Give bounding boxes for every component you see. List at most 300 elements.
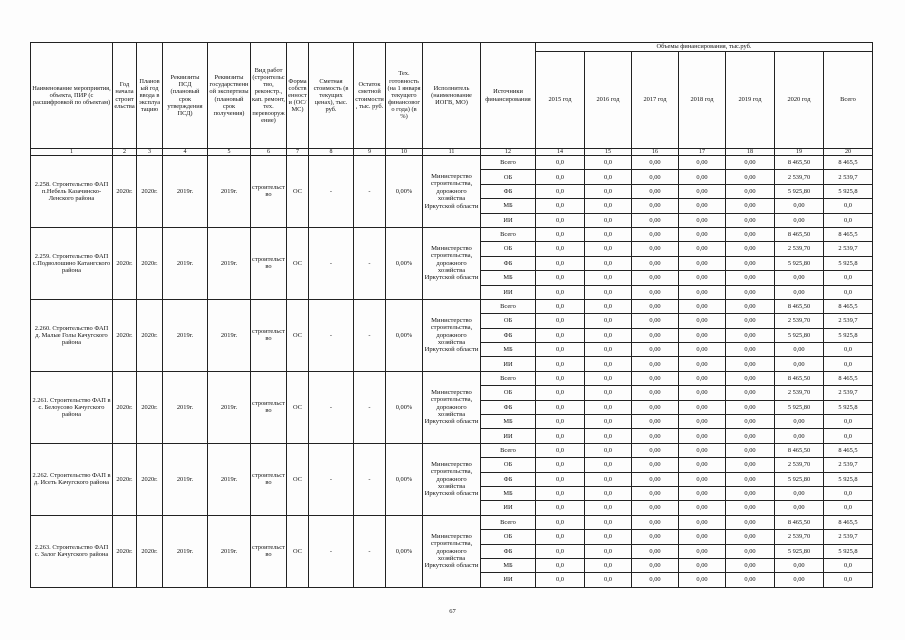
work-type: строительство bbox=[251, 443, 287, 515]
funding-value: 0,00 bbox=[726, 429, 775, 443]
funding-value: 0,00 bbox=[679, 242, 726, 256]
funding-value: 0,00 bbox=[679, 371, 726, 385]
header-executor: Исполнитель (наименование ИОГВ, МО) bbox=[423, 43, 481, 149]
funding-value: 0,00 bbox=[726, 314, 775, 328]
funding-value: 5 925,8 bbox=[824, 256, 873, 270]
start-year: 2020г. bbox=[113, 371, 137, 443]
work-type: строительство bbox=[251, 299, 287, 371]
funding-value: 2 539,70 bbox=[775, 530, 824, 544]
funding-value: 2 539,70 bbox=[775, 314, 824, 328]
funding-value: 0,0 bbox=[585, 184, 632, 198]
funding-value: 0,0 bbox=[824, 213, 873, 227]
funding-value: 8 465,5 bbox=[824, 156, 873, 170]
funding-value: 2 539,7 bbox=[824, 242, 873, 256]
funding-value: 0,00 bbox=[726, 573, 775, 587]
funding-value: 0,00 bbox=[632, 213, 679, 227]
column-number: 4 bbox=[163, 149, 208, 156]
funding-value: 0,00 bbox=[679, 386, 726, 400]
funding-value: 0,00 bbox=[632, 386, 679, 400]
readiness: 0,00% bbox=[386, 227, 423, 299]
funding-source: ОБ bbox=[481, 242, 536, 256]
work-type: строительство bbox=[251, 515, 287, 587]
funding-value: 2 539,70 bbox=[775, 458, 824, 472]
header-object: Наименование мероприятия, объекта, ПИР (с расшифровкой по объектам) bbox=[31, 43, 113, 149]
funding-source: Всего bbox=[481, 299, 536, 313]
funding-value: 0,00 bbox=[632, 501, 679, 515]
funding-value: 0,00 bbox=[679, 573, 726, 587]
funding-value: 0,00 bbox=[632, 227, 679, 241]
funding-value: 0,0 bbox=[824, 558, 873, 572]
funding-value: 0,00 bbox=[726, 415, 775, 429]
funding-value: 0,0 bbox=[536, 458, 585, 472]
funding-value: 0,00 bbox=[775, 429, 824, 443]
expertise-date: 2019г. bbox=[208, 299, 251, 371]
funding-value: 5 925,8 bbox=[824, 544, 873, 558]
funding-value: 0,0 bbox=[585, 386, 632, 400]
funding-value: 0,0 bbox=[824, 271, 873, 285]
start-year: 2020г. bbox=[113, 443, 137, 515]
funding-source: ФБ bbox=[481, 472, 536, 486]
psd-date: 2019г. bbox=[163, 443, 208, 515]
funding-value: 0,00 bbox=[775, 213, 824, 227]
funding-value: 0,00 bbox=[632, 486, 679, 500]
ownership: ОС bbox=[287, 515, 309, 587]
funding-value: 0,0 bbox=[824, 199, 873, 213]
funding-value: 8 465,50 bbox=[775, 371, 824, 385]
header-year-2020: 2020 год bbox=[775, 52, 824, 149]
funding-source: Всего bbox=[481, 515, 536, 529]
remainder-cost: - bbox=[354, 299, 386, 371]
funding-value: 0,0 bbox=[536, 314, 585, 328]
funding-value: 0,00 bbox=[726, 156, 775, 170]
funding-value: 0,0 bbox=[585, 415, 632, 429]
funding-source: ФБ bbox=[481, 184, 536, 198]
funding-value: 0,00 bbox=[632, 170, 679, 184]
funding-value: 2 539,7 bbox=[824, 170, 873, 184]
header-plan-year: Плановый год ввода в эксплуатацию bbox=[137, 43, 163, 149]
funding-value: 0,00 bbox=[775, 271, 824, 285]
funding-value: 0,0 bbox=[585, 199, 632, 213]
column-number: 17 bbox=[679, 149, 726, 156]
funding-value: 0,00 bbox=[632, 558, 679, 572]
funding-source: ОБ bbox=[481, 314, 536, 328]
readiness: 0,00% bbox=[386, 371, 423, 443]
plan-year: 2020г. bbox=[137, 156, 163, 228]
work-type: строительство bbox=[251, 227, 287, 299]
header-psd: Реквизиты ПСД (плановый срок утверждения ПСД) bbox=[163, 43, 208, 149]
funding-value: 0,0 bbox=[585, 429, 632, 443]
funding-value: 0,00 bbox=[726, 400, 775, 414]
header-start-year: Год начала строительства bbox=[113, 43, 137, 149]
funding-value: 0,00 bbox=[632, 156, 679, 170]
executor: Министерство строительства, дорожного хозяйства Иркутской области bbox=[423, 515, 481, 587]
estimate-cost: - bbox=[309, 156, 354, 228]
expertise-date: 2019г. bbox=[208, 515, 251, 587]
funding-value: 0,00 bbox=[632, 573, 679, 587]
funding-source: МБ bbox=[481, 271, 536, 285]
funding-value: 0,0 bbox=[585, 400, 632, 414]
funding-value: 0,0 bbox=[824, 285, 873, 299]
psd-date: 2019г. bbox=[163, 227, 208, 299]
funding-value: 0,0 bbox=[536, 156, 585, 170]
column-number: 8 bbox=[309, 149, 354, 156]
executor: Министерство строительства, дорожного хозяйства Иркутской области bbox=[423, 227, 481, 299]
table-row bbox=[31, 227, 873, 241]
funding-value: 0,0 bbox=[585, 558, 632, 572]
column-number-row bbox=[31, 149, 873, 156]
funding-value: 0,00 bbox=[679, 314, 726, 328]
funding-value: 0,00 bbox=[632, 458, 679, 472]
funding-value: 0,00 bbox=[726, 299, 775, 313]
funding-value: 0,00 bbox=[775, 486, 824, 500]
funding-value: 0,0 bbox=[536, 328, 585, 342]
funding-value: 0,0 bbox=[585, 299, 632, 313]
table-row bbox=[31, 443, 873, 457]
funding-value: 0,0 bbox=[585, 573, 632, 587]
funding-value: 0,00 bbox=[632, 530, 679, 544]
funding-value: 0,00 bbox=[632, 285, 679, 299]
header-year-2016: 2016 год bbox=[585, 52, 632, 149]
funding-value: 0,00 bbox=[726, 285, 775, 299]
header-sources: Источники финансирования bbox=[481, 43, 536, 149]
funding-value: 0,0 bbox=[824, 501, 873, 515]
funding-value: 0,00 bbox=[632, 357, 679, 371]
funding-value: 0,00 bbox=[632, 242, 679, 256]
table-body bbox=[31, 156, 873, 588]
funding-value: 8 465,5 bbox=[824, 515, 873, 529]
column-number: 7 bbox=[287, 149, 309, 156]
funding-value: 0,00 bbox=[775, 501, 824, 515]
column-number: 5 bbox=[208, 149, 251, 156]
column-number: 15 bbox=[585, 149, 632, 156]
funding-value: 0,00 bbox=[726, 271, 775, 285]
funding-value: 0,00 bbox=[775, 199, 824, 213]
work-type: строительство bbox=[251, 371, 287, 443]
funding-source: ИИ bbox=[481, 285, 536, 299]
funding-value: 0,00 bbox=[775, 285, 824, 299]
start-year: 2020г. bbox=[113, 515, 137, 587]
funding-value: 0,0 bbox=[536, 256, 585, 270]
remainder-cost: - bbox=[354, 371, 386, 443]
funding-value: 0,0 bbox=[536, 199, 585, 213]
funding-value: 0,00 bbox=[726, 343, 775, 357]
funding-value: 5 925,8 bbox=[824, 184, 873, 198]
funding-value: 5 925,80 bbox=[775, 544, 824, 558]
column-number: 6 bbox=[251, 149, 287, 156]
funding-value: 2 539,7 bbox=[824, 530, 873, 544]
funding-value: 0,00 bbox=[632, 256, 679, 270]
funding-value: 0,0 bbox=[536, 299, 585, 313]
table-row bbox=[31, 515, 873, 529]
funding-value: 0,00 bbox=[632, 415, 679, 429]
funding-value: 0,0 bbox=[536, 170, 585, 184]
object-name: 2.259. Строительство ФАП с.Подволошино Катангского района bbox=[31, 227, 113, 299]
funding-value: 0,00 bbox=[679, 213, 726, 227]
estimate-cost: - bbox=[309, 371, 354, 443]
header-year-2018: 2018 год bbox=[679, 52, 726, 149]
funding-value: 0,00 bbox=[679, 199, 726, 213]
object-name: 2.260. Строительство ФАП д. Малые Голы Качугского района bbox=[31, 299, 113, 371]
funding-value: 0,0 bbox=[536, 271, 585, 285]
header-year-2019: 2019 год bbox=[726, 52, 775, 149]
funding-source: ИИ bbox=[481, 213, 536, 227]
funding-source: ИИ bbox=[481, 357, 536, 371]
funding-source: ОБ bbox=[481, 458, 536, 472]
column-number: 11 bbox=[423, 149, 481, 156]
column-number: 2 bbox=[113, 149, 137, 156]
plan-year: 2020г. bbox=[137, 371, 163, 443]
funding-value: 0,0 bbox=[585, 530, 632, 544]
funding-value: 0,0 bbox=[585, 213, 632, 227]
plan-year: 2020г. bbox=[137, 227, 163, 299]
funding-source: ФБ bbox=[481, 256, 536, 270]
funding-value: 0,00 bbox=[632, 199, 679, 213]
header-work-type: Вид работ (строительство, реконстр., кап. ремонт, тех. перевооружение) bbox=[251, 43, 287, 149]
funding-value: 2 539,70 bbox=[775, 386, 824, 400]
executor: Министерство строительства, дорожного хозяйства Иркутской области bbox=[423, 371, 481, 443]
ownership: ОС bbox=[287, 299, 309, 371]
funding-value: 0,00 bbox=[726, 472, 775, 486]
executor: Министерство строительства, дорожного хозяйства Иркутской области bbox=[423, 156, 481, 228]
funding-value: 0,00 bbox=[632, 472, 679, 486]
funding-value: 0,0 bbox=[585, 256, 632, 270]
funding-source: ОБ bbox=[481, 170, 536, 184]
funding-value: 0,0 bbox=[585, 357, 632, 371]
funding-value: 0,00 bbox=[726, 530, 775, 544]
page-number: 67 bbox=[449, 608, 456, 615]
funding-source: ИИ bbox=[481, 573, 536, 587]
work-type: строительство bbox=[251, 156, 287, 228]
ownership: ОС bbox=[287, 443, 309, 515]
header-expertise: Реквизиты государственной экспертизы (плановый срок получения) bbox=[208, 43, 251, 149]
table-row bbox=[31, 299, 873, 313]
remainder-cost: - bbox=[354, 515, 386, 587]
funding-value: 0,0 bbox=[536, 415, 585, 429]
funding-value: 0,00 bbox=[632, 343, 679, 357]
funding-value: 0,0 bbox=[824, 573, 873, 587]
header-total: Всего bbox=[824, 52, 873, 149]
funding-value: 5 925,8 bbox=[824, 328, 873, 342]
funding-source: ОБ bbox=[481, 386, 536, 400]
expertise-date: 2019г. bbox=[208, 227, 251, 299]
funding-table bbox=[30, 42, 873, 588]
funding-value: 0,0 bbox=[824, 486, 873, 500]
funding-value: 0,00 bbox=[775, 357, 824, 371]
funding-value: 0,00 bbox=[679, 458, 726, 472]
psd-date: 2019г. bbox=[163, 156, 208, 228]
ownership: ОС bbox=[287, 156, 309, 228]
funding-value: 0,0 bbox=[585, 371, 632, 385]
funding-value: 0,00 bbox=[679, 271, 726, 285]
funding-value: 0,0 bbox=[585, 343, 632, 357]
column-number: 18 bbox=[726, 149, 775, 156]
funding-value: 0,00 bbox=[726, 213, 775, 227]
funding-value: 0,00 bbox=[679, 299, 726, 313]
funding-value: 0,0 bbox=[536, 285, 585, 299]
funding-value: 0,0 bbox=[536, 429, 585, 443]
funding-value: 0,0 bbox=[536, 486, 585, 500]
funding-source: МБ bbox=[481, 558, 536, 572]
executor: Министерство строительства, дорожного хозяйства Иркутской области bbox=[423, 299, 481, 371]
readiness: 0,00% bbox=[386, 443, 423, 515]
funding-value: 0,0 bbox=[585, 458, 632, 472]
funding-value: 0,0 bbox=[536, 357, 585, 371]
column-number: 16 bbox=[632, 149, 679, 156]
funding-value: 0,0 bbox=[536, 213, 585, 227]
object-name: 2.258. Строительство ФАП п.Небель Казачинско-Ленского района bbox=[31, 156, 113, 228]
funding-value: 8 465,5 bbox=[824, 371, 873, 385]
funding-value: 0,0 bbox=[536, 184, 585, 198]
funding-value: 0,0 bbox=[585, 515, 632, 529]
column-number: 14 bbox=[536, 149, 585, 156]
psd-date: 2019г. bbox=[163, 371, 208, 443]
funding-value: 8 465,50 bbox=[775, 515, 824, 529]
funding-value: 2 539,7 bbox=[824, 314, 873, 328]
funding-value: 0,0 bbox=[585, 544, 632, 558]
funding-value: 0,00 bbox=[679, 530, 726, 544]
funding-value: 0,00 bbox=[632, 443, 679, 457]
funding-value: 8 465,5 bbox=[824, 227, 873, 241]
funding-value: 0,0 bbox=[536, 371, 585, 385]
funding-value: 0,00 bbox=[726, 242, 775, 256]
funding-value: 0,0 bbox=[824, 343, 873, 357]
funding-value: 0,00 bbox=[679, 328, 726, 342]
header-estimate: Сметная стоимость (в текущих ценах), тыс. руб. bbox=[309, 43, 354, 149]
funding-value: 0,00 bbox=[775, 343, 824, 357]
psd-date: 2019г. bbox=[163, 299, 208, 371]
funding-value: 8 465,5 bbox=[824, 443, 873, 457]
header-year-2015: 2015 год bbox=[536, 52, 585, 149]
funding-source: ИИ bbox=[481, 429, 536, 443]
funding-value: 0,00 bbox=[726, 170, 775, 184]
funding-source: МБ bbox=[481, 486, 536, 500]
column-number: 20 bbox=[824, 149, 873, 156]
remainder-cost: - bbox=[354, 156, 386, 228]
column-number: 19 bbox=[775, 149, 824, 156]
funding-value: 0,00 bbox=[679, 558, 726, 572]
table-row bbox=[31, 371, 873, 385]
funding-value: 5 925,80 bbox=[775, 256, 824, 270]
funding-source: Всего bbox=[481, 443, 536, 457]
column-number: 3 bbox=[137, 149, 163, 156]
start-year: 2020г. bbox=[113, 227, 137, 299]
funding-source: ФБ bbox=[481, 544, 536, 558]
funding-value: 0,0 bbox=[536, 515, 585, 529]
funding-value: 0,0 bbox=[536, 530, 585, 544]
funding-value: 0,00 bbox=[726, 199, 775, 213]
funding-value: 0,00 bbox=[726, 184, 775, 198]
funding-value: 2 539,7 bbox=[824, 386, 873, 400]
funding-value: 0,00 bbox=[632, 371, 679, 385]
funding-value: 0,0 bbox=[536, 573, 585, 587]
funding-value: 0,00 bbox=[679, 515, 726, 529]
plan-year: 2020г. bbox=[137, 515, 163, 587]
expertise-date: 2019г. bbox=[208, 443, 251, 515]
funding-value: 0,00 bbox=[679, 357, 726, 371]
header-ownership: Форма собственности (ОС/МС) bbox=[287, 43, 309, 149]
funding-value: 0,00 bbox=[726, 458, 775, 472]
funding-value: 0,0 bbox=[536, 242, 585, 256]
funding-value: 0,0 bbox=[585, 443, 632, 457]
funding-value: 0,0 bbox=[585, 170, 632, 184]
funding-value: 0,00 bbox=[632, 429, 679, 443]
funding-value: 0,00 bbox=[679, 486, 726, 500]
funding-source: ФБ bbox=[481, 328, 536, 342]
funding-value: 8 465,50 bbox=[775, 227, 824, 241]
funding-value: 0,00 bbox=[679, 501, 726, 515]
funding-value: 0,00 bbox=[726, 486, 775, 500]
funding-value: 2 539,7 bbox=[824, 458, 873, 472]
funding-source: МБ bbox=[481, 199, 536, 213]
funding-value: 0,0 bbox=[585, 486, 632, 500]
funding-value: 0,00 bbox=[775, 415, 824, 429]
funding-value: 0,0 bbox=[536, 544, 585, 558]
start-year: 2020г. bbox=[113, 156, 137, 228]
readiness: 0,00% bbox=[386, 515, 423, 587]
funding-value: 0,0 bbox=[824, 429, 873, 443]
plan-year: 2020г. bbox=[137, 299, 163, 371]
funding-value: 0,00 bbox=[679, 544, 726, 558]
funding-value: 0,00 bbox=[632, 544, 679, 558]
object-name: 2.263. Строительство ФАП с. Залог Качугского района bbox=[31, 515, 113, 587]
funding-value: 0,00 bbox=[679, 343, 726, 357]
funding-value: 0,00 bbox=[632, 314, 679, 328]
funding-value: 0,00 bbox=[679, 443, 726, 457]
estimate-cost: - bbox=[309, 299, 354, 371]
column-number: 12 bbox=[481, 149, 536, 156]
plan-year: 2020г. bbox=[137, 443, 163, 515]
funding-value: 5 925,80 bbox=[775, 184, 824, 198]
ownership: ОС bbox=[287, 227, 309, 299]
object-name: 2.261. Строительство ФАП в с. Белоусово Качугского района bbox=[31, 371, 113, 443]
estimate-cost: - bbox=[309, 227, 354, 299]
funding-source: МБ bbox=[481, 343, 536, 357]
funding-value: 0,00 bbox=[679, 227, 726, 241]
ownership: ОС bbox=[287, 371, 309, 443]
funding-value: 0,0 bbox=[536, 443, 585, 457]
funding-value: 0,00 bbox=[679, 156, 726, 170]
funding-value: 8 465,50 bbox=[775, 299, 824, 313]
funding-value: 0,0 bbox=[585, 501, 632, 515]
funding-value: 0,0 bbox=[536, 227, 585, 241]
funding-value: 0,00 bbox=[726, 256, 775, 270]
estimate-cost: - bbox=[309, 515, 354, 587]
funding-value: 5 925,8 bbox=[824, 400, 873, 414]
readiness: 0,00% bbox=[386, 299, 423, 371]
column-number: 1 bbox=[31, 149, 113, 156]
funding-value: 0,00 bbox=[632, 299, 679, 313]
funding-value: 8 465,5 bbox=[824, 299, 873, 313]
funding-value: 0,00 bbox=[726, 501, 775, 515]
funding-value: 2 539,70 bbox=[775, 170, 824, 184]
funding-value: 0,00 bbox=[679, 472, 726, 486]
funding-value: 0,00 bbox=[726, 371, 775, 385]
funding-value: 0,0 bbox=[536, 343, 585, 357]
funding-value: 0,0 bbox=[536, 558, 585, 572]
estimate-cost: - bbox=[309, 443, 354, 515]
funding-value: 5 925,80 bbox=[775, 400, 824, 414]
funding-value: 0,0 bbox=[536, 400, 585, 414]
funding-value: 0,00 bbox=[632, 400, 679, 414]
funding-value: 0,0 bbox=[585, 328, 632, 342]
funding-source: МБ bbox=[481, 415, 536, 429]
funding-value: 0,0 bbox=[585, 472, 632, 486]
funding-source: ОБ bbox=[481, 530, 536, 544]
expertise-date: 2019г. bbox=[208, 371, 251, 443]
funding-value: 0,0 bbox=[585, 242, 632, 256]
column-number: 9 bbox=[354, 149, 386, 156]
funding-source: Всего bbox=[481, 156, 536, 170]
